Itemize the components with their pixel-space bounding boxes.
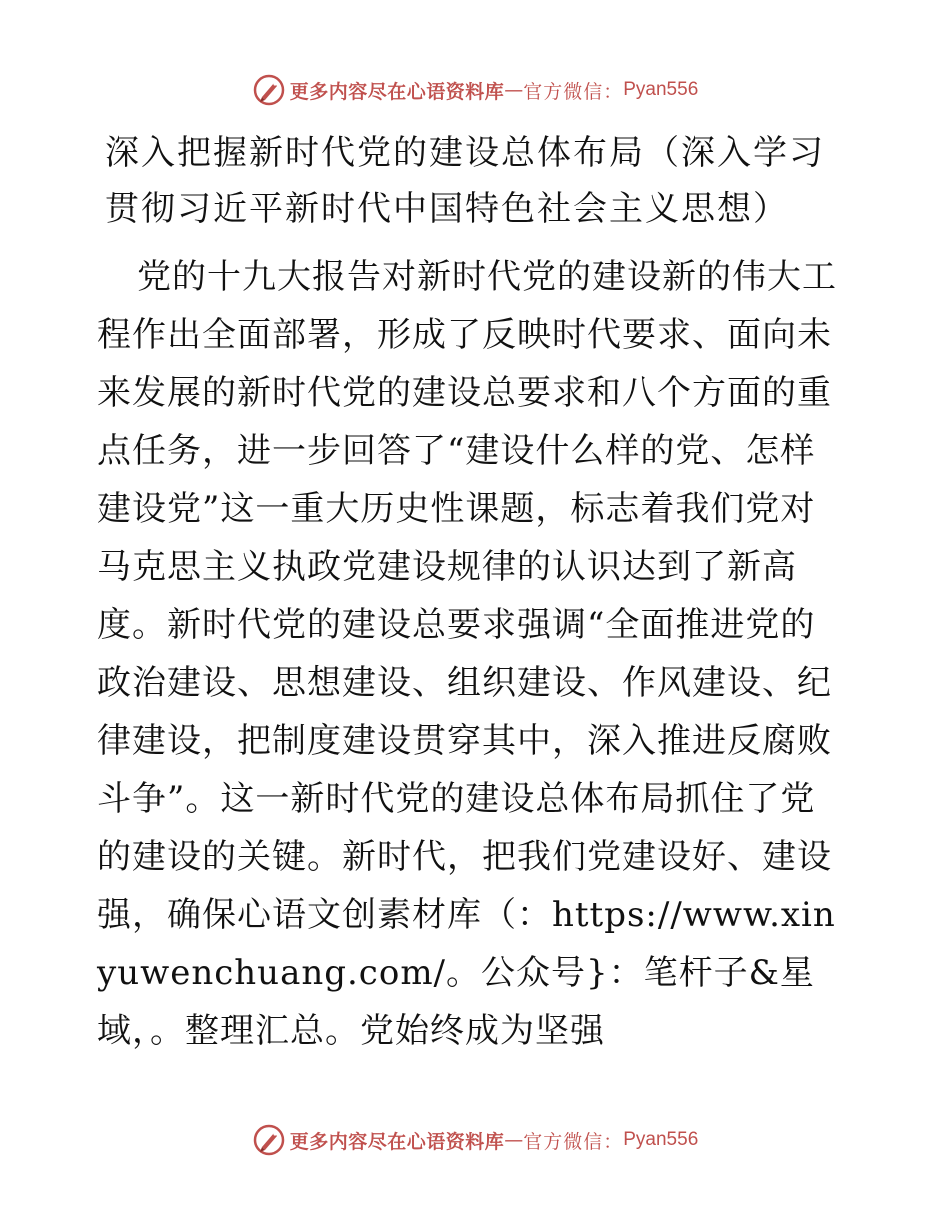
banner-wechat-id: Pyan556 (623, 1129, 699, 1150)
banner-library-text: 更多内容尽在心语资料库 (289, 80, 505, 103)
header-watermark (0, 70, 950, 110)
pen-logo-icon (252, 73, 286, 107)
banner-library-text: 更多内容尽在心语资料库 (289, 1130, 505, 1153)
document-title: 深入把握新时代党的建设总体布局（深入学习贯彻习近平新时代中国特色社会主义思想） (105, 133, 825, 229)
banner-dash: — (504, 1129, 524, 1151)
document-paragraph: 党的十九大报告对新时代党的建设新的伟大工程作出全面部署，形成了反映时代要求、面向未来发展的新时代党的建设总要求和八个方面的重点任务，进一步回答了“建设什么样的党、怎样建设党”这一重大历史性课题，标志着我们党对马克思主义执政党建设规律的认识达到了新高度。新时代党的建设总要求强调“全面推进党的政治建设、思想建设、组织建设、作风建设、纪律建设，把制度建设贯穿其中，深入推进反腐败斗争”。这一新时代党的建设总体布局抓住了党的建设的关键。新时代，把我们党建设好、建设强，确保心语文创素材库（：https://www.xinyuwenchuang.com/。公众号}：笔杆子&星域，。整理汇总。党始终成为坚强 (97, 257, 837, 1051)
footer-watermark (0, 1120, 950, 1160)
banner-dash: — (504, 79, 524, 101)
banner-wechat-label: 官方微信： (523, 80, 624, 103)
banner-wechat-id: Pyan556 (623, 79, 699, 100)
banner-wechat-label: 官方微信： (523, 1130, 624, 1153)
pen-logo-icon (252, 1123, 286, 1157)
